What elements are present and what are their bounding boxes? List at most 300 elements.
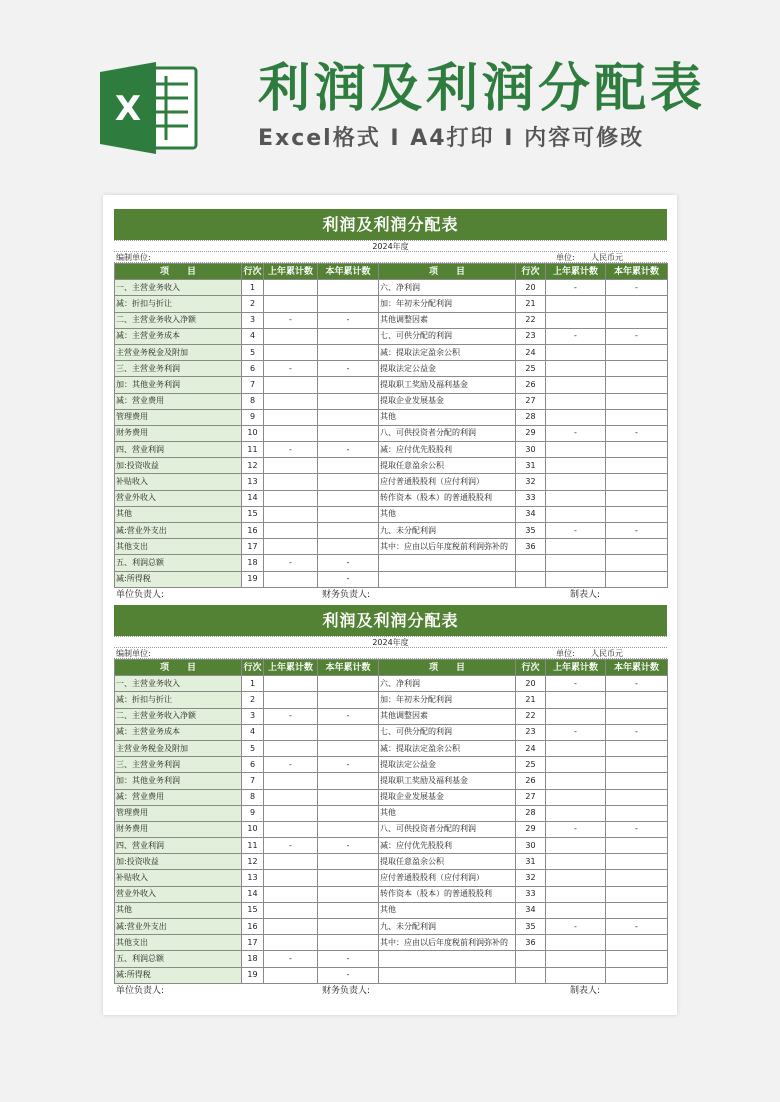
left-prev-value[interactable]: - bbox=[264, 838, 318, 854]
right-prev-value[interactable]: - bbox=[546, 328, 606, 344]
right-line-no[interactable]: 27 bbox=[516, 393, 546, 409]
right-line-no[interactable]: 26 bbox=[516, 377, 546, 393]
right-item-name[interactable]: 其中：应由以后年度税前利润弥补的 bbox=[379, 935, 516, 951]
left-line-no[interactable]: 4 bbox=[242, 328, 264, 344]
left-line-no[interactable]: 7 bbox=[242, 377, 264, 393]
right-item-name[interactable]: 提取职工奖励及福利基金 bbox=[379, 377, 516, 393]
right-prev-value[interactable]: - bbox=[546, 676, 606, 692]
right-curr-value[interactable] bbox=[606, 312, 668, 328]
left-prev-value[interactable] bbox=[264, 821, 318, 837]
left-curr-value[interactable] bbox=[318, 773, 379, 789]
right-prev-value[interactable] bbox=[546, 757, 606, 773]
right-item-name[interactable]: 应付普通股股利（应付利润） bbox=[379, 870, 516, 886]
left-prev-value[interactable] bbox=[264, 296, 318, 312]
left-line-no[interactable]: 10 bbox=[242, 425, 264, 441]
left-item-name[interactable]: 减：主营业务成本 bbox=[115, 724, 242, 740]
right-item-name[interactable]: 其他 bbox=[379, 409, 516, 425]
right-line-no[interactable]: 32 bbox=[516, 870, 546, 886]
right-prev-value[interactable] bbox=[546, 870, 606, 886]
right-line-no[interactable]: 23 bbox=[516, 724, 546, 740]
right-curr-value[interactable] bbox=[606, 935, 668, 951]
right-prev-value[interactable]: - bbox=[546, 919, 606, 935]
left-prev-value[interactable]: - bbox=[264, 442, 318, 458]
right-prev-value[interactable] bbox=[546, 409, 606, 425]
right-curr-value[interactable]: - bbox=[606, 724, 668, 740]
left-curr-value[interactable] bbox=[318, 377, 379, 393]
right-curr-value[interactable] bbox=[606, 708, 668, 724]
right-line-no[interactable]: 25 bbox=[516, 757, 546, 773]
left-item-name[interactable]: 其他支出 bbox=[115, 539, 242, 555]
right-prev-value[interactable]: - bbox=[546, 821, 606, 837]
right-curr-value[interactable] bbox=[606, 870, 668, 886]
left-prev-value[interactable] bbox=[264, 676, 318, 692]
left-line-no[interactable]: 8 bbox=[242, 789, 264, 805]
left-line-no[interactable]: 13 bbox=[242, 870, 264, 886]
right-prev-value[interactable] bbox=[546, 708, 606, 724]
left-prev-value[interactable] bbox=[264, 506, 318, 522]
right-item-name[interactable]: 减：提取法定盈余公积 bbox=[379, 740, 516, 756]
left-prev-value[interactable]: - bbox=[264, 708, 318, 724]
left-curr-value[interactable] bbox=[318, 821, 379, 837]
right-curr-value[interactable] bbox=[606, 967, 668, 983]
left-item-name[interactable]: 加:投资收益 bbox=[115, 458, 242, 474]
right-line-no[interactable]: 33 bbox=[516, 490, 546, 506]
right-line-no[interactable]: 21 bbox=[516, 296, 546, 312]
left-item-name[interactable]: 其他 bbox=[115, 902, 242, 918]
left-curr-value[interactable]: - bbox=[318, 967, 379, 983]
left-prev-value[interactable] bbox=[264, 789, 318, 805]
right-prev-value[interactable]: - bbox=[546, 724, 606, 740]
left-curr-value[interactable]: - bbox=[318, 951, 379, 967]
right-line-no[interactable]: 29 bbox=[516, 425, 546, 441]
left-line-no[interactable]: 1 bbox=[242, 676, 264, 692]
left-item-name[interactable]: 营业外收入 bbox=[115, 490, 242, 506]
right-item-name[interactable]: 应付普通股股利（应付利润） bbox=[379, 474, 516, 490]
right-line-no[interactable]: 34 bbox=[516, 902, 546, 918]
left-curr-value[interactable] bbox=[318, 692, 379, 708]
right-curr-value[interactable] bbox=[606, 757, 668, 773]
left-curr-value[interactable] bbox=[318, 724, 379, 740]
left-item-name[interactable]: 财务费用 bbox=[115, 821, 242, 837]
left-item-name[interactable]: 主营业务税金及附加 bbox=[115, 344, 242, 360]
left-prev-value[interactable] bbox=[264, 409, 318, 425]
left-line-no[interactable]: 6 bbox=[242, 361, 264, 377]
right-prev-value[interactable] bbox=[546, 377, 606, 393]
right-line-no[interactable]: 35 bbox=[516, 523, 546, 539]
left-line-no[interactable]: 11 bbox=[242, 442, 264, 458]
left-prev-value[interactable]: - bbox=[264, 951, 318, 967]
right-line-no[interactable]: 24 bbox=[516, 344, 546, 360]
right-item-name[interactable]: 八、可供投资者分配的利润 bbox=[379, 425, 516, 441]
right-line-no[interactable] bbox=[516, 571, 546, 587]
left-prev-value[interactable] bbox=[264, 967, 318, 983]
right-prev-value[interactable] bbox=[546, 474, 606, 490]
right-curr-value[interactable]: - bbox=[606, 280, 668, 296]
left-line-no[interactable]: 9 bbox=[242, 805, 264, 821]
right-line-no[interactable] bbox=[516, 951, 546, 967]
left-prev-value[interactable] bbox=[264, 377, 318, 393]
left-curr-value[interactable] bbox=[318, 280, 379, 296]
left-item-name[interactable]: 减:所得税 bbox=[115, 967, 242, 983]
right-item-name[interactable]: 加：年初未分配利润 bbox=[379, 296, 516, 312]
left-line-no[interactable]: 1 bbox=[242, 280, 264, 296]
right-curr-value[interactable] bbox=[606, 393, 668, 409]
left-prev-value[interactable] bbox=[264, 280, 318, 296]
left-prev-value[interactable] bbox=[264, 854, 318, 870]
left-item-name[interactable]: 补贴收入 bbox=[115, 870, 242, 886]
left-prev-value[interactable]: - bbox=[264, 757, 318, 773]
right-prev-value[interactable] bbox=[546, 539, 606, 555]
right-prev-value[interactable] bbox=[546, 951, 606, 967]
left-item-name[interactable]: 补贴收入 bbox=[115, 474, 242, 490]
left-curr-value[interactable] bbox=[318, 870, 379, 886]
right-curr-value[interactable]: - bbox=[606, 821, 668, 837]
left-item-name[interactable]: 减:营业外支出 bbox=[115, 919, 242, 935]
left-item-name[interactable]: 加：其他业务利润 bbox=[115, 773, 242, 789]
right-curr-value[interactable] bbox=[606, 377, 668, 393]
left-curr-value[interactable]: - bbox=[318, 555, 379, 571]
right-curr-value[interactable] bbox=[606, 692, 668, 708]
right-item-name[interactable]: 提取企业发展基金 bbox=[379, 789, 516, 805]
right-line-no[interactable]: 32 bbox=[516, 474, 546, 490]
left-line-no[interactable]: 16 bbox=[242, 919, 264, 935]
right-curr-value[interactable] bbox=[606, 442, 668, 458]
left-curr-value[interactable]: - bbox=[318, 361, 379, 377]
left-curr-value[interactable] bbox=[318, 740, 379, 756]
right-curr-value[interactable] bbox=[606, 951, 668, 967]
right-line-no[interactable]: 35 bbox=[516, 919, 546, 935]
right-line-no[interactable]: 27 bbox=[516, 789, 546, 805]
right-line-no[interactable] bbox=[516, 967, 546, 983]
left-line-no[interactable]: 15 bbox=[242, 902, 264, 918]
right-curr-value[interactable] bbox=[606, 805, 668, 821]
right-prev-value[interactable] bbox=[546, 967, 606, 983]
right-item-name[interactable]: 减：提取法定盈余公积 bbox=[379, 344, 516, 360]
left-line-no[interactable]: 3 bbox=[242, 312, 264, 328]
left-curr-value[interactable] bbox=[318, 490, 379, 506]
right-prev-value[interactable] bbox=[546, 571, 606, 587]
left-curr-value[interactable]: - bbox=[318, 442, 379, 458]
left-item-name[interactable]: 加:投资收益 bbox=[115, 854, 242, 870]
left-prev-value[interactable] bbox=[264, 474, 318, 490]
left-line-no[interactable]: 12 bbox=[242, 854, 264, 870]
right-curr-value[interactable]: - bbox=[606, 919, 668, 935]
right-line-no[interactable]: 36 bbox=[516, 935, 546, 951]
right-line-no[interactable]: 23 bbox=[516, 328, 546, 344]
left-prev-value[interactable] bbox=[264, 490, 318, 506]
left-curr-value[interactable] bbox=[318, 344, 379, 360]
right-item-name[interactable]: 七、可供分配的利润 bbox=[379, 724, 516, 740]
left-curr-value[interactable] bbox=[318, 296, 379, 312]
right-line-no[interactable]: 36 bbox=[516, 539, 546, 555]
right-item-name[interactable]: 九、未分配利润 bbox=[379, 919, 516, 935]
right-item-name[interactable]: 提取企业发展基金 bbox=[379, 393, 516, 409]
right-item-name[interactable] bbox=[379, 571, 516, 587]
right-curr-value[interactable] bbox=[606, 773, 668, 789]
left-line-no[interactable]: 17 bbox=[242, 935, 264, 951]
right-line-no[interactable]: 28 bbox=[516, 805, 546, 821]
left-curr-value[interactable] bbox=[318, 539, 379, 555]
left-curr-value[interactable]: - bbox=[318, 571, 379, 587]
right-curr-value[interactable] bbox=[606, 344, 668, 360]
left-prev-value[interactable] bbox=[264, 692, 318, 708]
right-curr-value[interactable]: - bbox=[606, 328, 668, 344]
left-item-name[interactable]: 管理费用 bbox=[115, 805, 242, 821]
right-item-name[interactable]: 提取法定公益金 bbox=[379, 757, 516, 773]
left-line-no[interactable]: 3 bbox=[242, 708, 264, 724]
left-prev-value[interactable] bbox=[264, 539, 318, 555]
left-curr-value[interactable] bbox=[318, 854, 379, 870]
left-item-name[interactable]: 减：折扣与折让 bbox=[115, 296, 242, 312]
left-prev-value[interactable] bbox=[264, 724, 318, 740]
left-prev-value[interactable]: - bbox=[264, 312, 318, 328]
left-item-name[interactable]: 三、主营业务利润 bbox=[115, 361, 242, 377]
left-curr-value[interactable] bbox=[318, 886, 379, 902]
right-curr-value[interactable] bbox=[606, 296, 668, 312]
left-item-name[interactable]: 财务费用 bbox=[115, 425, 242, 441]
left-item-name[interactable]: 五、利润总额 bbox=[115, 951, 242, 967]
left-item-name[interactable]: 三、主营业务利润 bbox=[115, 757, 242, 773]
right-item-name[interactable]: 其他调整因素 bbox=[379, 708, 516, 724]
left-prev-value[interactable]: - bbox=[264, 555, 318, 571]
left-line-no[interactable]: 11 bbox=[242, 838, 264, 854]
left-curr-value[interactable] bbox=[318, 409, 379, 425]
left-line-no[interactable]: 2 bbox=[242, 692, 264, 708]
right-item-name[interactable]: 提取任意盈余公积 bbox=[379, 458, 516, 474]
left-curr-value[interactable]: - bbox=[318, 708, 379, 724]
right-line-no[interactable] bbox=[516, 555, 546, 571]
right-prev-value[interactable] bbox=[546, 740, 606, 756]
left-prev-value[interactable] bbox=[264, 425, 318, 441]
right-item-name[interactable]: 其他调整因素 bbox=[379, 312, 516, 328]
right-prev-value[interactable] bbox=[546, 789, 606, 805]
right-curr-value[interactable] bbox=[606, 854, 668, 870]
left-line-no[interactable]: 16 bbox=[242, 523, 264, 539]
left-prev-value[interactable] bbox=[264, 458, 318, 474]
right-prev-value[interactable] bbox=[546, 393, 606, 409]
left-line-no[interactable]: 19 bbox=[242, 571, 264, 587]
right-prev-value[interactable] bbox=[546, 312, 606, 328]
right-curr-value[interactable] bbox=[606, 458, 668, 474]
right-prev-value[interactable] bbox=[546, 361, 606, 377]
right-item-name[interactable]: 六、净利润 bbox=[379, 676, 516, 692]
left-curr-value[interactable] bbox=[318, 506, 379, 522]
right-prev-value[interactable] bbox=[546, 935, 606, 951]
left-prev-value[interactable] bbox=[264, 740, 318, 756]
right-prev-value[interactable] bbox=[546, 886, 606, 902]
right-line-no[interactable]: 24 bbox=[516, 740, 546, 756]
right-prev-value[interactable] bbox=[546, 344, 606, 360]
right-prev-value[interactable] bbox=[546, 458, 606, 474]
left-line-no[interactable]: 15 bbox=[242, 506, 264, 522]
left-prev-value[interactable] bbox=[264, 344, 318, 360]
right-line-no[interactable]: 30 bbox=[516, 838, 546, 854]
right-prev-value[interactable] bbox=[546, 854, 606, 870]
right-line-no[interactable]: 20 bbox=[516, 280, 546, 296]
right-line-no[interactable]: 33 bbox=[516, 886, 546, 902]
left-curr-value[interactable] bbox=[318, 919, 379, 935]
right-item-name[interactable] bbox=[379, 951, 516, 967]
right-curr-value[interactable]: - bbox=[606, 676, 668, 692]
right-curr-value[interactable] bbox=[606, 902, 668, 918]
right-line-no[interactable]: 31 bbox=[516, 458, 546, 474]
right-prev-value[interactable] bbox=[546, 773, 606, 789]
left-item-name[interactable]: 营业外收入 bbox=[115, 886, 242, 902]
left-line-no[interactable]: 12 bbox=[242, 458, 264, 474]
left-line-no[interactable]: 13 bbox=[242, 474, 264, 490]
left-item-name[interactable]: 五、利润总额 bbox=[115, 555, 242, 571]
right-line-no[interactable]: 29 bbox=[516, 821, 546, 837]
left-item-name[interactable]: 一、主营业务收入 bbox=[115, 676, 242, 692]
left-item-name[interactable]: 二、主营业务收入净额 bbox=[115, 312, 242, 328]
left-line-no[interactable]: 4 bbox=[242, 724, 264, 740]
right-prev-value[interactable]: - bbox=[546, 425, 606, 441]
left-prev-value[interactable] bbox=[264, 935, 318, 951]
left-item-name[interactable]: 减：营业费用 bbox=[115, 789, 242, 805]
right-item-name[interactable]: 九、未分配利润 bbox=[379, 523, 516, 539]
left-line-no[interactable]: 10 bbox=[242, 821, 264, 837]
left-prev-value[interactable] bbox=[264, 523, 318, 539]
right-line-no[interactable]: 22 bbox=[516, 312, 546, 328]
left-prev-value[interactable] bbox=[264, 886, 318, 902]
left-curr-value[interactable] bbox=[318, 474, 379, 490]
right-prev-value[interactable] bbox=[546, 555, 606, 571]
left-prev-value[interactable] bbox=[264, 393, 318, 409]
right-curr-value[interactable] bbox=[606, 740, 668, 756]
left-item-name[interactable]: 减:所得税 bbox=[115, 571, 242, 587]
left-curr-value[interactable] bbox=[318, 805, 379, 821]
right-curr-value[interactable] bbox=[606, 571, 668, 587]
left-line-no[interactable]: 14 bbox=[242, 490, 264, 506]
left-line-no[interactable]: 6 bbox=[242, 757, 264, 773]
left-item-name[interactable]: 加：其他业务利润 bbox=[115, 377, 242, 393]
left-curr-value[interactable] bbox=[318, 523, 379, 539]
right-curr-value[interactable] bbox=[606, 886, 668, 902]
right-curr-value[interactable] bbox=[606, 474, 668, 490]
right-curr-value[interactable] bbox=[606, 539, 668, 555]
right-line-no[interactable]: 26 bbox=[516, 773, 546, 789]
right-line-no[interactable]: 21 bbox=[516, 692, 546, 708]
left-line-no[interactable]: 2 bbox=[242, 296, 264, 312]
right-line-no[interactable]: 30 bbox=[516, 442, 546, 458]
right-line-no[interactable]: 22 bbox=[516, 708, 546, 724]
right-line-no[interactable]: 31 bbox=[516, 854, 546, 870]
left-curr-value[interactable]: - bbox=[318, 838, 379, 854]
left-item-name[interactable]: 一、主营业务收入 bbox=[115, 280, 242, 296]
left-curr-value[interactable] bbox=[318, 902, 379, 918]
right-item-name[interactable]: 提取任意盈余公积 bbox=[379, 854, 516, 870]
left-prev-value[interactable]: - bbox=[264, 361, 318, 377]
left-curr-value[interactable] bbox=[318, 789, 379, 805]
left-line-no[interactable]: 5 bbox=[242, 740, 264, 756]
left-prev-value[interactable] bbox=[264, 870, 318, 886]
right-item-name[interactable]: 六、净利润 bbox=[379, 280, 516, 296]
right-item-name[interactable] bbox=[379, 967, 516, 983]
right-line-no[interactable]: 28 bbox=[516, 409, 546, 425]
right-item-name[interactable]: 七、可供分配的利润 bbox=[379, 328, 516, 344]
left-line-no[interactable]: 9 bbox=[242, 409, 264, 425]
right-item-name[interactable]: 提取职工奖励及福利基金 bbox=[379, 773, 516, 789]
right-curr-value[interactable] bbox=[606, 490, 668, 506]
right-curr-value[interactable] bbox=[606, 789, 668, 805]
right-item-name[interactable]: 加：年初未分配利润 bbox=[379, 692, 516, 708]
left-line-no[interactable]: 14 bbox=[242, 886, 264, 902]
left-curr-value[interactable]: - bbox=[318, 757, 379, 773]
right-item-name[interactable]: 转作资本（股本）的普通股股利 bbox=[379, 490, 516, 506]
left-item-name[interactable]: 减:营业外支出 bbox=[115, 523, 242, 539]
right-item-name[interactable]: 其他 bbox=[379, 506, 516, 522]
right-item-name[interactable] bbox=[379, 555, 516, 571]
left-curr-value[interactable] bbox=[318, 425, 379, 441]
right-prev-value[interactable] bbox=[546, 296, 606, 312]
right-line-no[interactable]: 20 bbox=[516, 676, 546, 692]
right-curr-value[interactable]: - bbox=[606, 425, 668, 441]
left-line-no[interactable]: 18 bbox=[242, 555, 264, 571]
left-prev-value[interactable] bbox=[264, 805, 318, 821]
left-curr-value[interactable] bbox=[318, 458, 379, 474]
left-prev-value[interactable] bbox=[264, 571, 318, 587]
right-item-name[interactable]: 减：应付优先股股利 bbox=[379, 442, 516, 458]
left-item-name[interactable]: 管理费用 bbox=[115, 409, 242, 425]
right-curr-value[interactable] bbox=[606, 506, 668, 522]
right-line-no[interactable]: 34 bbox=[516, 506, 546, 522]
left-item-name[interactable]: 减：主营业务成本 bbox=[115, 328, 242, 344]
left-curr-value[interactable] bbox=[318, 328, 379, 344]
right-prev-value[interactable] bbox=[546, 490, 606, 506]
right-prev-value[interactable]: - bbox=[546, 523, 606, 539]
left-item-name[interactable]: 四、营业利润 bbox=[115, 442, 242, 458]
left-prev-value[interactable] bbox=[264, 902, 318, 918]
left-line-no[interactable]: 18 bbox=[242, 951, 264, 967]
right-prev-value[interactable] bbox=[546, 805, 606, 821]
right-item-name[interactable]: 其他 bbox=[379, 902, 516, 918]
right-item-name[interactable]: 转作资本（股本）的普通股股利 bbox=[379, 886, 516, 902]
right-prev-value[interactable] bbox=[546, 442, 606, 458]
right-curr-value[interactable] bbox=[606, 838, 668, 854]
right-item-name[interactable]: 减：应付优先股股利 bbox=[379, 838, 516, 854]
left-curr-value[interactable] bbox=[318, 393, 379, 409]
left-curr-value[interactable]: - bbox=[318, 312, 379, 328]
right-curr-value[interactable] bbox=[606, 409, 668, 425]
left-line-no[interactable]: 5 bbox=[242, 344, 264, 360]
right-curr-value[interactable] bbox=[606, 361, 668, 377]
right-prev-value[interactable] bbox=[546, 838, 606, 854]
right-prev-value[interactable]: - bbox=[546, 280, 606, 296]
left-line-no[interactable]: 19 bbox=[242, 967, 264, 983]
left-item-name[interactable]: 减：折扣与折让 bbox=[115, 692, 242, 708]
right-item-name[interactable]: 提取法定公益金 bbox=[379, 361, 516, 377]
right-prev-value[interactable] bbox=[546, 506, 606, 522]
left-prev-value[interactable] bbox=[264, 919, 318, 935]
left-item-name[interactable]: 四、营业利润 bbox=[115, 838, 242, 854]
right-prev-value[interactable] bbox=[546, 692, 606, 708]
left-item-name[interactable]: 减：营业费用 bbox=[115, 393, 242, 409]
right-item-name[interactable]: 八、可供投资者分配的利润 bbox=[379, 821, 516, 837]
left-item-name[interactable]: 二、主营业务收入净额 bbox=[115, 708, 242, 724]
left-line-no[interactable]: 17 bbox=[242, 539, 264, 555]
right-prev-value[interactable] bbox=[546, 902, 606, 918]
left-prev-value[interactable] bbox=[264, 773, 318, 789]
right-item-name[interactable]: 其中：应由以后年度税前利润弥补的 bbox=[379, 539, 516, 555]
left-curr-value[interactable] bbox=[318, 935, 379, 951]
left-item-name[interactable]: 主营业务税金及附加 bbox=[115, 740, 242, 756]
left-item-name[interactable]: 其他 bbox=[115, 506, 242, 522]
right-item-name[interactable]: 其他 bbox=[379, 805, 516, 821]
right-curr-value[interactable] bbox=[606, 555, 668, 571]
left-prev-value[interactable] bbox=[264, 328, 318, 344]
left-line-no[interactable]: 8 bbox=[242, 393, 264, 409]
right-line-no[interactable]: 25 bbox=[516, 361, 546, 377]
